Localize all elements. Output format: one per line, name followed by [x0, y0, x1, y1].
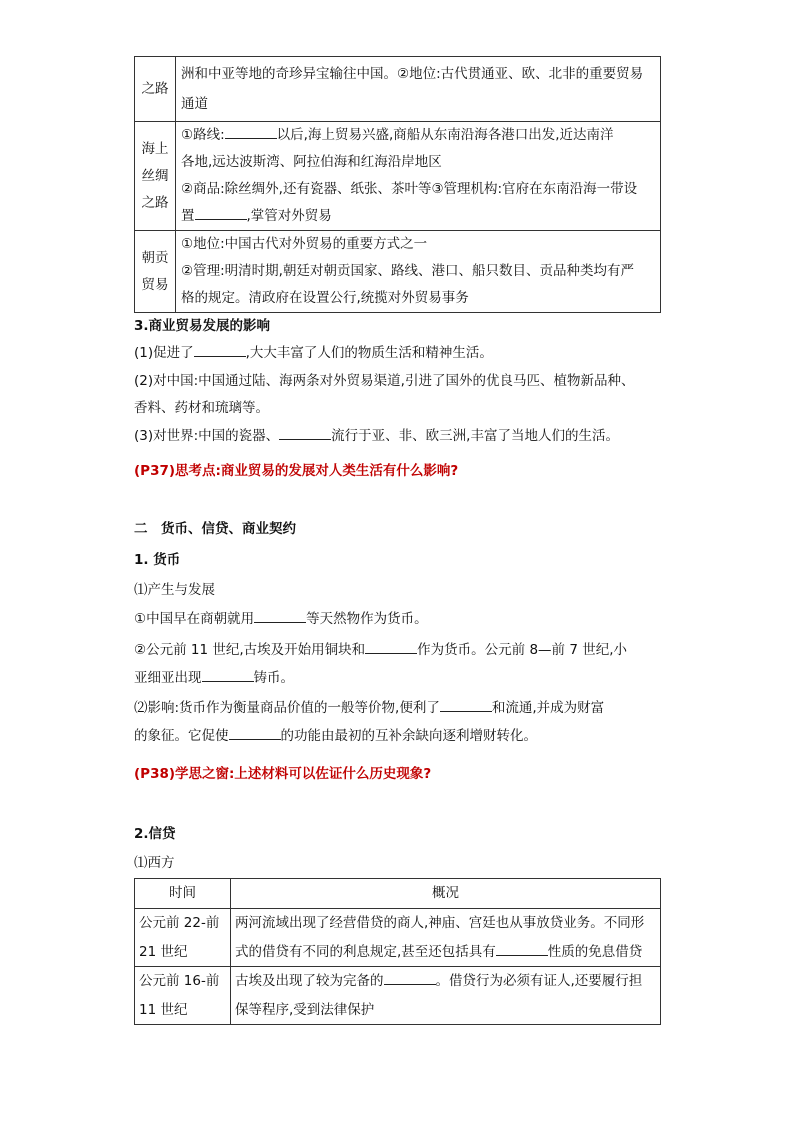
think-point: (P38)学思之窗:上述材料可以佐证什么历史现象?	[134, 766, 432, 782]
column-header-time: 时间	[135, 879, 231, 909]
row-header: 朝贡 贸易	[135, 231, 176, 313]
table-row	[135, 57, 661, 122]
list-item-cont: 香料、药材和琉璃等。	[134, 400, 269, 416]
table-row	[135, 967, 661, 1025]
table-row	[135, 231, 661, 313]
paragraph: ⑵影响:货币作为衡量商品价值的一般等价物,便利了 和流通,并成为财富	[134, 700, 605, 716]
cell-desc: 两河流域出现了经营借贷的商人,神庙、宫廷也从事放贷业务。不同形 式的借贷有不同的利息规定,甚至还包括具有 性质的免息借贷	[231, 909, 661, 967]
row-header: 海上 丝绸 之路	[135, 122, 176, 231]
section-heading: 3.商业贸易发展的影响	[134, 318, 271, 334]
table-header-row	[135, 879, 661, 909]
fill-blank[interactable]	[194, 344, 246, 357]
paragraph: ②公元前 11 世纪,古埃及开始用铜块和 作为货币。公元前 8—前 7 世纪,小	[134, 642, 627, 658]
table-row	[135, 122, 661, 231]
paragraph: ①中国早在商朝就用 等天然物作为货币。	[134, 611, 428, 627]
sub-heading: ⑴西方	[134, 855, 175, 871]
row-content: ①路线: 以后,海上贸易兴盛,商船从东南沿海各港口出发,近达南洋 各地,远达波斯湾、阿拉伯海和红海沿岸地区 ②商品:除丝绸外,还有瓷器、纸张、茶叶等③管理机构:官府在东南沿海一带设 置 ,掌管对外贸易	[176, 122, 661, 231]
paragraph-cont: 亚细亚出现 铸币。	[134, 670, 294, 686]
fill-blank[interactable]	[496, 943, 548, 956]
sub-heading: ⑴产生与发展	[134, 582, 215, 598]
section-heading: 2.信贷	[134, 826, 176, 842]
row-content: ①地位:中国古代对外贸易的重要方式之一 ②管理:明清时期,朝廷对朝贡国家、路线、港口、船只数目、贡品种类均有严 格的规定。清政府在设置公行,统揽对外贸易事务	[176, 231, 661, 313]
section-heading: 1. 货币	[134, 552, 181, 568]
list-item: (3)对世界:中国的瓷器、 流行于亚、非、欧三洲,丰富了当地人们的生活。	[134, 428, 619, 444]
table-row	[135, 909, 661, 967]
trade-routes-table	[134, 56, 661, 313]
cell-desc: 古埃及出现了较为完备的 。借贷行为必须有证人,还要履行担 保等程序,受到法律保护	[231, 967, 661, 1025]
fill-blank[interactable]	[365, 641, 417, 654]
column-header-desc: 概况	[231, 879, 661, 909]
list-item: (1)促进了 ,大大丰富了人们的物质生活和精神生活。	[134, 345, 493, 361]
fill-blank[interactable]	[279, 427, 331, 440]
part-heading: 二 货币、信贷、商业契约	[134, 521, 296, 537]
think-point: (P37)思考点:商业贸易的发展对人类生活有什么影响?	[134, 463, 459, 479]
row-header: 之路	[135, 57, 176, 122]
cell-time: 公元前 16-前 11 世纪	[135, 967, 231, 1025]
fill-blank[interactable]	[254, 610, 306, 623]
fill-blank[interactable]	[229, 727, 281, 740]
cell-time: 公元前 22-前 21 世纪	[135, 909, 231, 967]
fill-blank[interactable]	[202, 669, 254, 682]
fill-blank[interactable]	[225, 126, 277, 139]
credit-table	[134, 878, 661, 1025]
list-item: (2)对中国:中国通过陆、海两条对外贸易渠道,引进了国外的优良马匹、植物新品种、	[134, 373, 635, 389]
fill-blank[interactable]	[440, 699, 492, 712]
paragraph-cont: 的象征。它促使 的功能由最初的互补余缺向逐利增财转化。	[134, 728, 537, 744]
fill-blank[interactable]	[195, 207, 247, 220]
fill-blank[interactable]	[384, 972, 436, 985]
row-content: 洲和中亚等地的奇珍异宝输往中国。②地位:古代贯通亚、欧、北非的重要贸易通道	[176, 57, 661, 122]
